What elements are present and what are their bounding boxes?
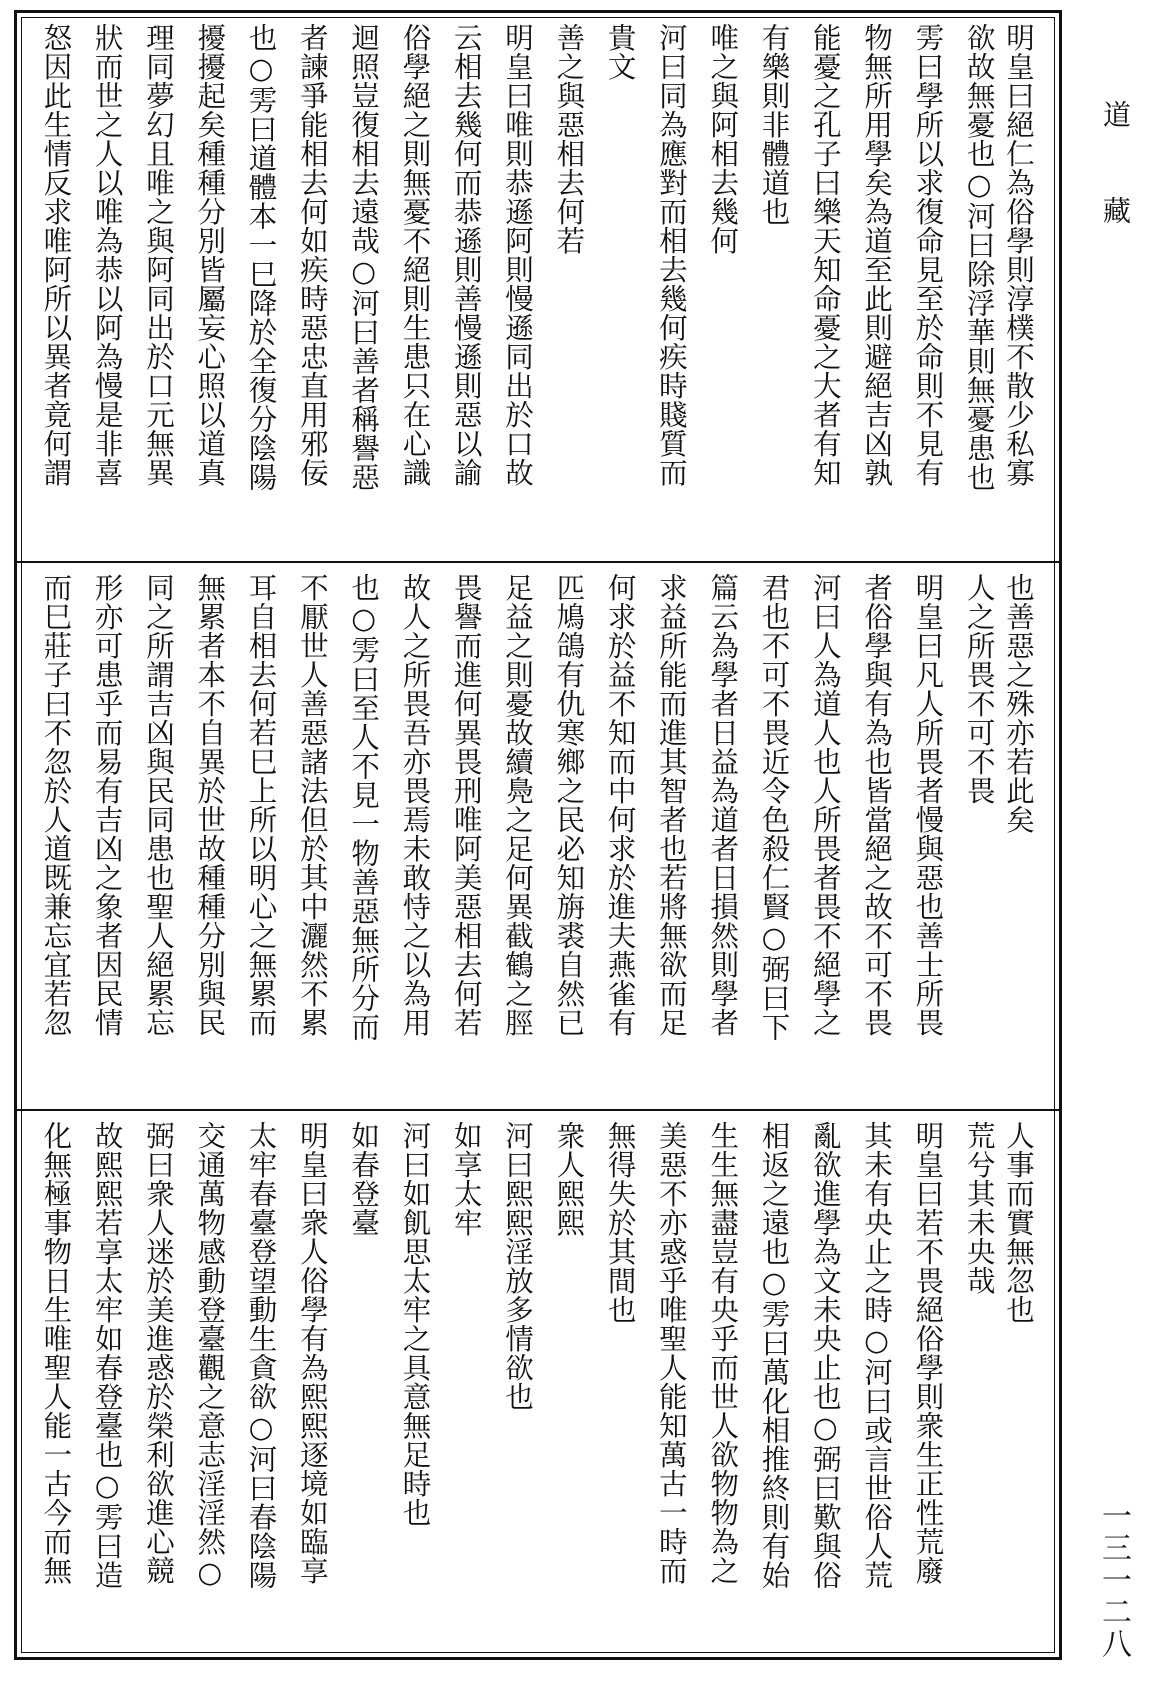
text-column: 也善惡之殊亦若此矣 — [1002, 573, 1035, 834]
text-column: 河曰同為應對而相去幾何疾時賤質而 — [654, 23, 688, 487]
text-column: 理同夢幻且唯之與阿同出於口元無異 — [141, 23, 175, 487]
text-column: 人之所畏不可不畏 — [962, 573, 996, 805]
text-column: 河曰如飢思太牢之具意無足時也 — [398, 1121, 432, 1527]
text-column: 也○雱曰至人不見一物善惡無所分而 — [347, 573, 381, 1042]
text-column: 太牢春臺登望動生貪欲○河曰春陰陽 — [244, 1121, 278, 1590]
text-column: 無累者本不自異於世故種種分別與民 — [193, 573, 227, 1037]
text-column: 人事而實無忽也 — [1002, 1121, 1035, 1324]
text-column: 形亦可患乎而易有吉凶之象者因民情 — [90, 573, 124, 1037]
text-column: 耳自相去何若巳上所以明心之無累而 — [244, 573, 278, 1037]
text-column: 云相去幾何而恭遜則善慢遜則惡以諭 — [449, 23, 483, 487]
text-column: 畏譽而進何異畏刑唯阿美惡相去何若 — [449, 573, 483, 1037]
text-column: 何求於益不知而中何求於進夫燕雀有 — [603, 573, 637, 1037]
page-frame — [14, 10, 1062, 1660]
text-column: 欲故無憂也○河曰除浮華則無憂患也 — [962, 23, 996, 492]
text-column: 生生無盡豈有央乎而世人欲物物為之 — [706, 1121, 740, 1585]
text-column: 其未有央止之時○河曰或言世俗人荒 — [860, 1121, 894, 1590]
text-column: 同之所謂吉凶與民同患也聖人絕累忘 — [141, 573, 175, 1037]
text-column: 如春登臺 — [347, 1121, 381, 1237]
text-column: 足益之則憂故續鳧之足何異截鶴之脛 — [501, 573, 535, 1037]
text-column: 怒因此生情反求唯阿所以異者竟何謂 — [39, 23, 73, 487]
text-column: 美惡不亦惑乎唯聖人能知萬古一時而 — [654, 1121, 688, 1585]
text-column: 無得失於其間也 — [603, 1121, 637, 1324]
text-column: 而巳莊子曰不忽於人道既兼忘宜若忽 — [39, 573, 73, 1037]
text-register-top — [17, 13, 1059, 561]
text-column: 明皇曰凡人所畏者慢與惡也善士所畏 — [911, 573, 945, 1037]
text-column: 能憂之孔子曰樂天知命憂之大者有知 — [808, 23, 842, 487]
text-column: 河曰熙熙淫放多情欲也 — [501, 1121, 535, 1411]
text-column: 明皇曰若不畏絕俗學則衆生正性荒廢 — [911, 1121, 945, 1585]
text-column: 俗學絕之則無憂不絕則生患只在心識 — [398, 23, 432, 487]
text-column: 雱曰學所以求復命見至於命則不見有 — [911, 23, 945, 487]
text-register-bottom — [17, 1109, 1059, 1657]
text-column: 亂欲進學為文未央止也○弼曰歎與俗 — [808, 1121, 842, 1590]
text-column: 狀而世之人以唯為恭以阿為慢是非喜 — [90, 23, 124, 487]
text-column: 明皇曰唯則恭遜阿則慢遜同出於口故 — [501, 23, 535, 487]
text-column: 明皇曰衆人俗學有為熙熙逐境如臨享 — [295, 1121, 329, 1585]
text-column: 荒兮其未央哉 — [962, 1121, 996, 1295]
text-column: 擾擾起矣種種分別皆屬妄心照以道真 — [193, 23, 227, 487]
text-column: 迴照豈復相去遠哉○河曰善者稱譽惡 — [347, 23, 381, 492]
text-column: 有樂則非體道也 — [757, 23, 791, 226]
text-column: 者俗學與有為也皆當絕之故不可不畏 — [860, 573, 894, 1037]
text-column: 明皇曰絕仁為俗學則淳樸不散少私寡 — [1002, 23, 1035, 487]
text-register-middle — [17, 561, 1059, 1109]
text-column: 故人之所畏吾亦畏焉未敢恃之以為用 — [398, 573, 432, 1037]
text-column: 善之與惡相去何若 — [552, 23, 586, 255]
text-column: 弼曰衆人迷於美進惑於榮利欲進心競 — [141, 1121, 175, 1585]
text-column: 交通萬物感動登臺觀之意志淫淫然○ — [193, 1121, 227, 1590]
text-column: 者諫爭能相去何如疾時惡忠直用邪佞 — [295, 23, 329, 487]
side-title: 道藏 — [1099, 100, 1132, 292]
text-column: 篇云為學者日益為道者日損然則學者 — [706, 573, 740, 1037]
text-column: 化無極事物日生唯聖人能一古今而無 — [39, 1121, 73, 1585]
text-column: 君也不可不畏近令色殺仁賢○弼曰下 — [757, 573, 791, 1042]
text-column: 不厭世人善惡諸法但於其中灑然不累 — [295, 573, 329, 1037]
text-column: 衆人熙熙 — [552, 1121, 586, 1237]
text-column: 求益所能而進其智者也若將無欲而足 — [654, 573, 688, 1037]
text-column: 唯之與阿相去幾何 — [706, 23, 740, 255]
page-number: 一三一二八 — [1096, 1500, 1131, 1660]
text-column: 也○雱曰道體本一巳降於全復分陰陽 — [244, 23, 278, 492]
text-column: 故熙熙若享太牢如春登臺也○雱曰造 — [90, 1121, 124, 1590]
text-column: 貴文 — [603, 23, 637, 81]
text-column: 相返之遠也○雱曰萬化相推終則有始 — [757, 1121, 791, 1590]
text-column: 河曰人為道人也人所畏者畏不絕學之 — [808, 573, 842, 1037]
text-column: 匹鳩鴿有仇寒鄉之民必知旃裘自然已 — [552, 573, 586, 1037]
text-column: 如享太牢 — [449, 1121, 483, 1237]
text-column: 物無所用學矣為道至此則避絕吉凶孰 — [860, 23, 894, 487]
